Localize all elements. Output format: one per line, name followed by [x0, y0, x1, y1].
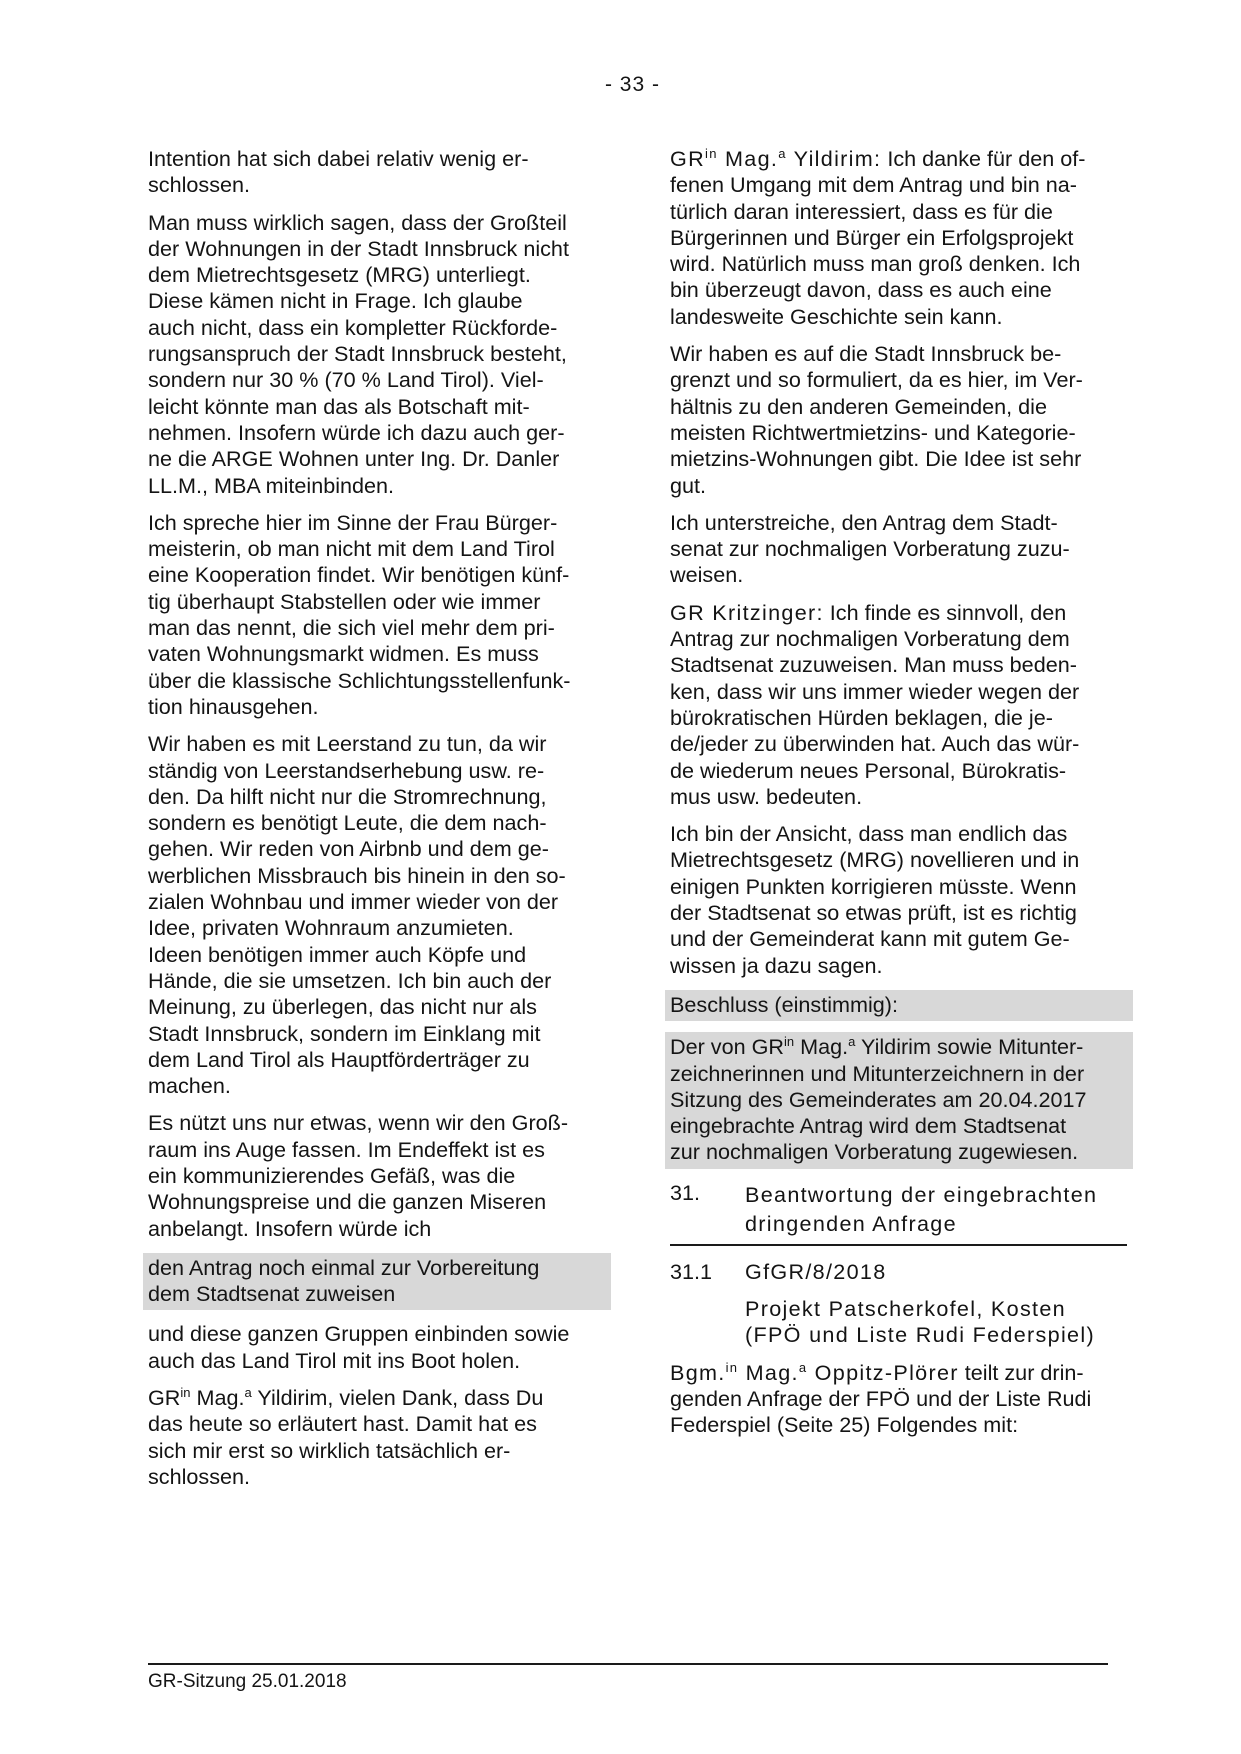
text-line [148, 1281, 605, 1307]
text-run: über die klassische Schlichtungsstellenfunk- [148, 667, 571, 693]
text-run: anbelangt. Insofern würde ich [148, 1215, 432, 1241]
text-line [670, 652, 1127, 678]
text-line [670, 731, 1127, 757]
text-run: und der Gemeinderat kann mit gutem Ge- [670, 926, 1070, 952]
text-run: vaten Wohnungsmarkt widmen. Es muss [148, 641, 539, 667]
text-run: Wir haben es auf die Stadt Innsbruck be- [670, 341, 1062, 367]
text-run: Der von GR [670, 1034, 784, 1060]
text-line [148, 968, 605, 994]
text-line [148, 172, 605, 198]
text-line [148, 367, 605, 393]
text-run: Ich finde es sinnvoll, den [823, 599, 1067, 625]
text-line [670, 1087, 1127, 1113]
text-run: Idee, privaten Wohnraum anzumieten. [148, 915, 514, 941]
text-run: ne die ARGE Wohnen unter Ing. Dr. Danler [148, 446, 560, 472]
text-line [148, 473, 605, 499]
text-run: schlossen. [148, 172, 251, 198]
text-line [148, 420, 605, 446]
text-run: den Antrag noch einmal zur Vorbereitung [148, 1254, 540, 1280]
text-run: gut. [670, 472, 707, 498]
footer-session-label: GR-Sitzung 25.01.2018 [148, 1671, 347, 1692]
text-run: GR [670, 146, 705, 171]
text-run: GR Kritzinger: [670, 599, 824, 625]
text-run: zur nochmaligen Vorberatung zugewiesen. [670, 1139, 1079, 1165]
paragraph [148, 1385, 605, 1490]
text-line [148, 210, 605, 236]
paragraph [148, 1110, 605, 1241]
text-line [670, 1034, 1127, 1060]
superscript-run: a [778, 145, 787, 161]
text-line [148, 1411, 605, 1437]
text-line [148, 1163, 605, 1189]
text-line [670, 705, 1127, 731]
text-line [148, 236, 605, 262]
paragraph [670, 600, 1127, 810]
agenda-title [745, 1259, 1127, 1285]
text-run: einigen Punkten korrigieren müsste. Wenn [670, 873, 1077, 899]
text-run: Sitzung des Gemeinderates am 20.04.2017 [670, 1086, 1087, 1112]
text-line [148, 836, 605, 862]
text-run: ständig von Leerstandserhebung usw. re- [148, 757, 545, 783]
text-run: dem Mietrechtsgesetz (MRG) unterliegt. [148, 262, 531, 288]
superscript-run: a [244, 1384, 252, 1400]
text-column-right [670, 146, 1127, 1449]
text-line [670, 1386, 1127, 1412]
text-run: werblichen Missbrauch bis hinein in den so- [148, 862, 566, 888]
text-line [148, 863, 605, 889]
text-line [670, 1139, 1127, 1165]
text-line [148, 668, 605, 694]
text-run: meisterin, ob man nicht mit dem Land Tirol [148, 536, 555, 562]
text-run: Ich spreche hier im Sinne der Frau Bürger- [148, 509, 558, 535]
text-line [148, 731, 605, 757]
text-run: Hände, die sie umsetzen. Ich bin auch der [148, 967, 552, 993]
text-run: Meinung, zu überlegen, das nicht nur als [148, 994, 537, 1020]
text-run: Yildirim sowie Mitunter- [855, 1034, 1084, 1060]
text-line [148, 942, 605, 968]
text-line [670, 679, 1127, 705]
text-run: genden Anfrage der FPÖ und der Liste Rudi [670, 1385, 1092, 1411]
text-line [148, 510, 605, 536]
text-line [148, 1073, 605, 1099]
text-run: teilt zur drin- [958, 1359, 1084, 1385]
text-line [148, 341, 605, 367]
text-run: Ich unterstreiche, den Antrag dem Stadt- [670, 509, 1058, 535]
text-line [148, 1438, 605, 1464]
text-run: mietzins-Wohnungen gibt. Die Idee ist sehr [670, 446, 1082, 472]
text-line [670, 758, 1127, 784]
text-run: GR [148, 1385, 181, 1411]
text-run: de/jeder zu überwinden hat. Auch das wür- [670, 731, 1080, 757]
text-run: weisen. [670, 562, 744, 588]
text-run: der Wohnungen in der Stadt Innsbruck nicht [148, 235, 569, 261]
text-line [670, 926, 1127, 952]
text-run: Mag. [717, 146, 779, 171]
superscript-run: in [705, 145, 718, 161]
text-line [148, 1321, 605, 1347]
text-run: ken, dass wir uns immer wieder wegen der [670, 678, 1080, 704]
text-line [670, 992, 1127, 1018]
text-run: Oppitz-Plörer [807, 1359, 959, 1385]
text-run: den. Da hilft nicht nur die Stromrechnung, [148, 783, 547, 809]
text-run: fenen Umgang mit dem Antrag und bin na- [670, 172, 1077, 198]
text-line [148, 915, 605, 941]
text-run: rungsanspruch der Stadt Innsbruck besteht, [148, 341, 567, 367]
text-line [670, 225, 1127, 251]
text-line [148, 315, 605, 341]
text-line [148, 758, 605, 784]
text-line [670, 446, 1127, 472]
paragraph [745, 1296, 1127, 1349]
text-run: türlich daran interessiert, dass es für die [670, 198, 1053, 224]
text-line [148, 641, 605, 667]
text-run: ein kommunizierendes Gefäß, was die [148, 1162, 516, 1188]
highlighted-paragraph [665, 990, 1133, 1021]
text-line [670, 394, 1127, 420]
text-line [670, 341, 1127, 367]
text-run: Beschluss (einstimmig): [670, 991, 898, 1017]
text-run: hältnis zu den anderen Gemeinden, die [670, 393, 1047, 419]
text-line [670, 172, 1127, 198]
text-line [670, 1061, 1127, 1087]
text-run: auch das Land Tirol mit ins Boot holen. [148, 1347, 521, 1373]
highlighted-paragraph [665, 1032, 1133, 1168]
text-run: Mag. [738, 1359, 799, 1385]
text-line [670, 1113, 1127, 1139]
text-line [670, 874, 1127, 900]
text-run: LL.M., MBA miteinbinden. [148, 472, 395, 498]
text-run: Stadt Innsbruck, sondern im Einklang mit [148, 1020, 541, 1046]
text-run: meisten Richtwertmietzins- und Kategorie- [670, 419, 1076, 445]
text-run: zeichnerinnen und Mitunterzeichnern in der [670, 1060, 1085, 1086]
agenda-title [745, 1180, 1127, 1238]
text-run: der Stadtsenat so etwas prüft, ist es richtig [670, 900, 1077, 926]
text-run: Mag. [794, 1034, 849, 1060]
text-line [670, 304, 1127, 330]
text-run: Man muss wirklich sagen, dass der Großteil [148, 209, 567, 235]
text-run: tion hinausgehen. [148, 693, 319, 719]
text-run: mus usw. bedeuten. [670, 783, 863, 809]
text-line [148, 1110, 605, 1136]
text-line [148, 615, 605, 641]
text-line [745, 1259, 1127, 1285]
paragraph [670, 510, 1127, 589]
text-run: Ich bin der Ansicht, dass man endlich das [670, 821, 1068, 847]
text-line [670, 251, 1127, 277]
text-run: nehmen. Insofern würde ich dazu auch ger- [148, 419, 565, 445]
text-line [670, 1412, 1127, 1438]
text-run: Mag. [190, 1385, 245, 1411]
text-line [148, 1021, 605, 1047]
text-run: man das nennt, die sich viel mehr dem pri- [148, 615, 555, 641]
text-line [670, 953, 1127, 979]
text-run: dem Land Tirol als Hauptförderträger zu [148, 1046, 530, 1072]
text-run: leicht könnte man das als Botschaft mit- [148, 393, 530, 419]
paragraph [670, 146, 1127, 330]
text-line [745, 1322, 1127, 1348]
text-run: de wiederum neues Personal, Bürokratis- [670, 757, 1067, 783]
text-line [670, 784, 1127, 810]
text-run: gehen. Wir reden von Airbnb und dem ge- [148, 836, 549, 862]
footer-divider [148, 1663, 1108, 1665]
text-line [670, 473, 1127, 499]
superscript-run: a [848, 1034, 856, 1050]
text-column-left [148, 146, 605, 1501]
text-run: zialen Wohnbau und immer wieder von der [148, 889, 559, 915]
text-run: schlossen. [148, 1463, 251, 1489]
text-run: eine Kooperation findet. Wir benötigen künf- [148, 562, 570, 588]
superscript-run: in [180, 1384, 191, 1400]
text-run: bin überzeugt davon, dass es auch eine [670, 277, 1052, 303]
text-line [148, 1255, 605, 1281]
highlighted-paragraph [143, 1253, 611, 1311]
text-run: Federspiel (Seite 25) Folgendes mit: [670, 1412, 1019, 1438]
text-run: sondern nur 30 % (70 % Land Tirol). Viel- [148, 367, 544, 393]
text-run: raum ins Auge fassen. Im Endeffekt ist es [148, 1136, 545, 1162]
text-run: dem Stadtsenat zuweisen [148, 1281, 396, 1307]
text-line [148, 1047, 605, 1073]
text-line [670, 821, 1127, 847]
text-run: auch nicht, dass ein kompletter Rückforde- [148, 314, 558, 340]
text-run: eingebrachte Antrag wird dem Stadtsenat [670, 1113, 1067, 1139]
text-line [148, 889, 605, 915]
text-run: Mietrechtsgesetz (MRG) novellieren und in [670, 847, 1080, 873]
paragraph [148, 510, 605, 720]
text-line [745, 1209, 1127, 1238]
text-run: Yildirim, vielen Dank, dass Du [251, 1385, 544, 1411]
superscript-run: in [784, 1034, 795, 1050]
text-line [670, 199, 1127, 225]
text-run: und diese ganzen Gruppen einbinden sowie [148, 1321, 570, 1347]
text-line [148, 810, 605, 836]
text-run: Es nützt uns nur etwas, wenn wir den Groß- [148, 1110, 569, 1136]
text-line [148, 1385, 605, 1411]
text-run: sondern es benötigt Leute, die dem nach- [148, 810, 547, 836]
text-line [148, 536, 605, 562]
paragraph [670, 821, 1127, 979]
text-run: tig überhaupt Stabstellen oder wie immer [148, 588, 541, 614]
text-run: sich mir erst so wirklich tatsächlich er- [148, 1437, 511, 1463]
superscript-run: a [798, 1359, 808, 1375]
text-run: Stadtsenat zuzuweisen. Man muss beden- [670, 652, 1077, 678]
text-line [670, 367, 1127, 393]
page-number: - 33 - [604, 73, 660, 96]
agenda-item [670, 1180, 1127, 1246]
text-run: Antrag zur nochmaligen Vorberatung dem [670, 626, 1070, 652]
text-line [670, 626, 1127, 652]
text-run: wissen ja dazu sagen. [670, 952, 883, 978]
text-line [148, 394, 605, 420]
text-line [148, 1189, 605, 1215]
text-run: landesweite Geschichte sein kann. [670, 303, 1003, 329]
text-run: das heute so erläutert hast. Damit hat es [148, 1411, 537, 1437]
text-run: Bürgerinnen und Bürger ein Erfolgsprojekt [670, 224, 1074, 250]
text-line [670, 420, 1127, 446]
paragraph [148, 210, 605, 499]
text-line [148, 694, 605, 720]
text-run: senat zur nochmaligen Vorberatung zuzu- [670, 536, 1070, 562]
text-line [745, 1296, 1127, 1322]
text-line [148, 562, 605, 588]
text-run: (FPÖ und Liste Rudi Federspiel) [745, 1322, 1095, 1348]
superscript-run: in [725, 1359, 739, 1375]
text-line [670, 277, 1127, 303]
text-line [148, 589, 605, 615]
text-line [670, 900, 1127, 926]
text-line [670, 600, 1127, 626]
text-run: Projekt Patscherkofel, Kosten [745, 1295, 1066, 1321]
text-line [148, 446, 605, 472]
text-line [148, 784, 605, 810]
text-run: Ich danke für den of- [881, 146, 1086, 171]
text-line [148, 1348, 605, 1374]
text-line [670, 847, 1127, 873]
agenda-number: 31.1 [670, 1258, 713, 1284]
text-line [670, 536, 1127, 562]
text-line [148, 288, 605, 314]
paragraph [148, 146, 605, 199]
text-run: Ideen benötigen immer auch Köpfe und [148, 941, 527, 967]
text-line [148, 146, 605, 172]
agenda-item [670, 1259, 1127, 1285]
text-line [148, 1137, 605, 1163]
text-run: GfGR/8/2018 [745, 1258, 887, 1284]
paragraph [670, 1360, 1127, 1439]
text-line [670, 146, 1127, 172]
text-line [670, 1360, 1127, 1386]
agenda-number: 31. [670, 1179, 701, 1205]
text-run: Wohnungspreise und die ganzen Miseren [148, 1189, 547, 1215]
text-run: Yildirim: [786, 146, 882, 171]
paragraph [148, 1321, 605, 1374]
text-run: wird. Natürlich muss man groß denken. Ich [670, 251, 1081, 277]
text-run: bürokratischen Hürden beklagen, die je- [670, 704, 1053, 730]
text-line [148, 1216, 605, 1242]
text-run: grenzt und so formuliert, da es hier, im Ver- [670, 367, 1083, 393]
text-run: machen. [148, 1073, 231, 1099]
text-run: Intention hat sich dabei relativ wenig er- [148, 146, 529, 171]
text-line [745, 1180, 1127, 1209]
text-line [148, 262, 605, 288]
paragraph [148, 731, 605, 1099]
text-line [670, 562, 1127, 588]
text-run: dringenden Anfrage [745, 1210, 957, 1236]
text-run: Beantwortung der eingebrachten [745, 1181, 1098, 1207]
text-run: Diese kämen nicht in Frage. Ich glaube [148, 288, 523, 314]
text-run: Wir haben es mit Leerstand zu tun, da wir [148, 731, 547, 757]
text-run: Bgm. [670, 1359, 726, 1385]
text-line [148, 994, 605, 1020]
text-line [148, 1464, 605, 1490]
text-line [670, 510, 1127, 536]
paragraph [670, 341, 1127, 499]
